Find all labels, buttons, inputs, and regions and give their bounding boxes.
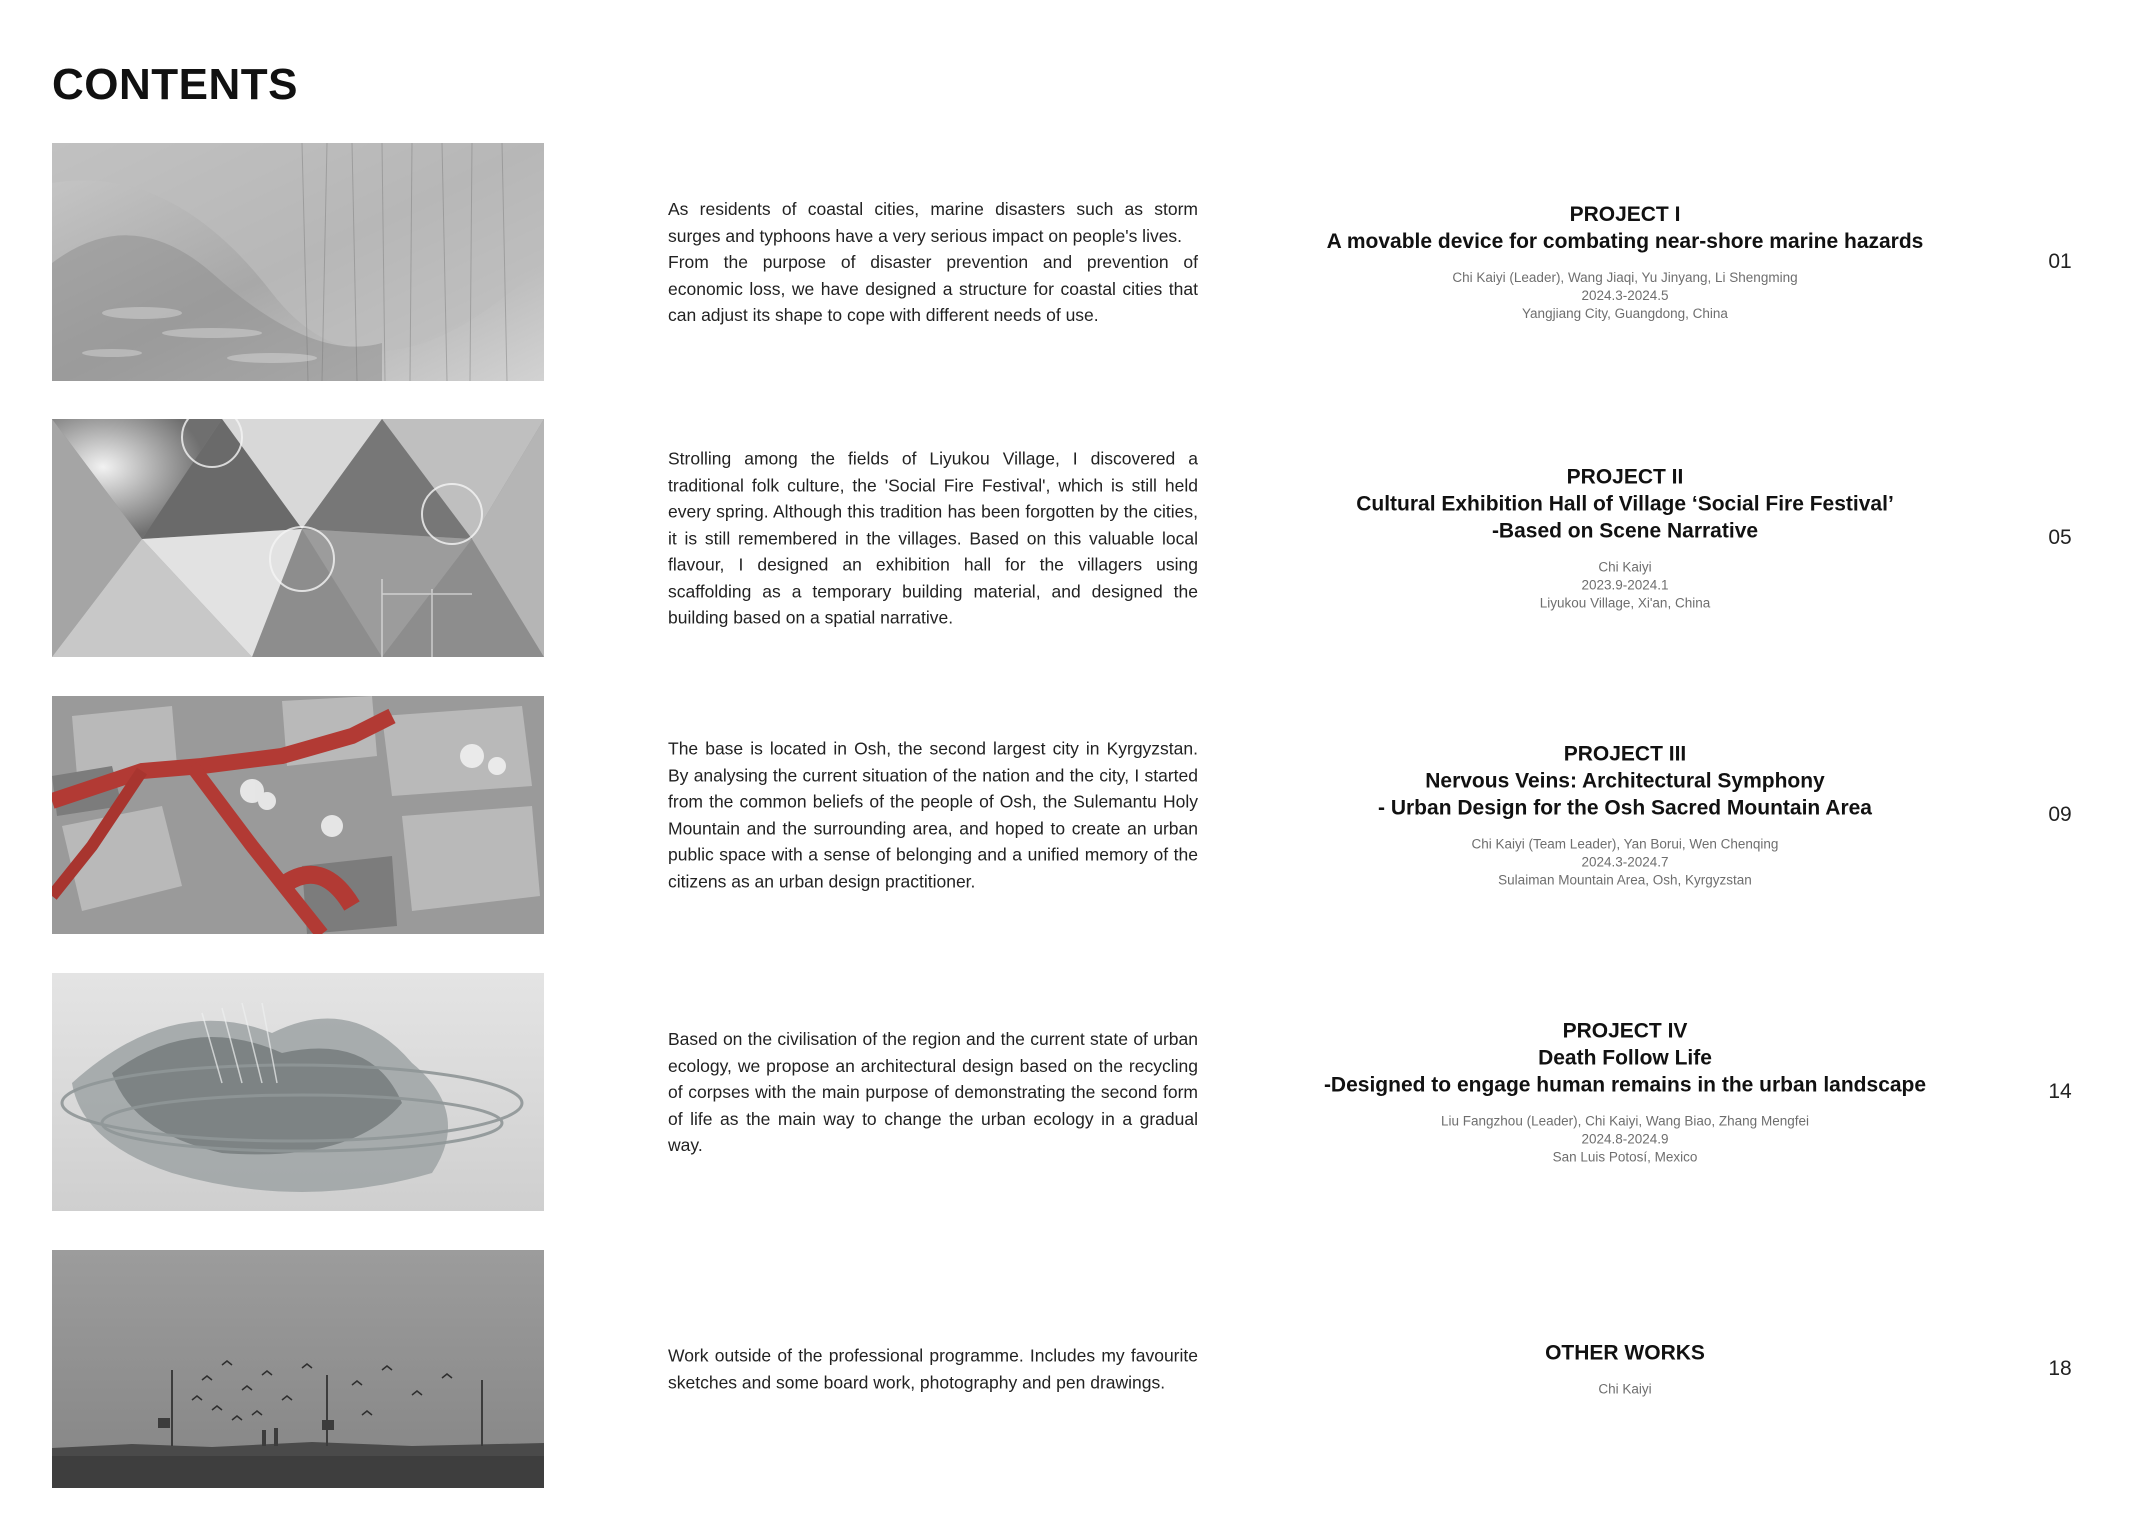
project-info — [1295, 741, 1955, 890]
project-meta — [1295, 269, 1955, 323]
description-paragraph: Based on the civilisation of the region and the current state of urban ecology, we propose an architectural design based on the recycling of corpses with the main purpose of demonstrating the second form of life as the main way to change the urban ecology in a gradual way. — [668, 1028, 1198, 1155]
page-number[interactable]: 09 — [2048, 803, 2072, 826]
project-meta — [1295, 836, 1955, 890]
project-info — [1295, 1340, 1955, 1399]
project-team: Chi Kaiyi (Team Leader), Yan Borui, Wen Chenqing — [1471, 836, 1779, 852]
contents-entry[interactable] — [0, 419, 2150, 657]
project-description — [668, 736, 1198, 895]
project-thumbnail[interactable] — [52, 973, 544, 1211]
page-number[interactable]: 18 — [2048, 1357, 2072, 1380]
project-date: 2024.3-2024.5 — [1581, 288, 1669, 303]
project-location: Liyukou Village, Xi'an, China — [1539, 595, 1711, 611]
project-description — [668, 445, 1198, 631]
contents-entry[interactable] — [0, 696, 2150, 934]
project-team: Chi Kaiyi — [1598, 1381, 1652, 1397]
project-meta — [1295, 1113, 1955, 1167]
project-description — [668, 196, 1198, 329]
description-paragraph: From the purpose of disaster prevention and prevention of economic loss, we have designed a structure for coastal cities that can adjust its shape to cope with different needs of use. — [668, 251, 1198, 325]
page-number[interactable]: 01 — [2048, 250, 2072, 273]
contents-entry[interactable] — [0, 143, 2150, 381]
project-thumbnail[interactable] — [52, 143, 544, 381]
project-info — [1295, 201, 1955, 323]
page-number[interactable]: 14 — [2048, 1080, 2072, 1103]
project-subtitle: -Designed to engage human remains in the urban landscape — [1323, 1073, 1927, 1097]
project-info — [1295, 464, 1955, 613]
project-meta — [1295, 1381, 1955, 1399]
project-label: PROJECT IV — [1562, 1019, 1688, 1043]
project-location: San Luis Potosí, Mexico — [1552, 1149, 1698, 1165]
page-number[interactable]: 05 — [2048, 526, 2072, 549]
project-location: Yangjiang City, Guangdong, China — [1522, 306, 1728, 321]
project-date: 2024.3-2024.7 — [1581, 854, 1669, 870]
project-date: 2023.9-2024.1 — [1581, 577, 1669, 593]
project-info — [1295, 1018, 1955, 1167]
page-title: CONTENTS — [52, 60, 298, 109]
project-description — [668, 1343, 1198, 1396]
project-team: Chi Kaiyi — [1598, 559, 1652, 575]
project-team: Liu Fangzhou (Leader), Chi Kaiyi, Wang Biao, Zhang Mengfei — [1441, 1113, 1809, 1129]
project-label: OTHER WORKS — [1545, 1341, 1705, 1365]
project-thumbnail[interactable] — [52, 1250, 544, 1488]
project-date: 2024.8-2024.9 — [1581, 1131, 1669, 1147]
project-label: PROJECT III — [1563, 742, 1687, 766]
project-location: Sulaiman Mountain Area, Osh, Kyrgyzstan — [1498, 872, 1752, 888]
description-paragraph: As residents of coastal cities, marine disasters such as storm surges and typhoons have a very serious impact on people's lives. — [668, 198, 1198, 246]
project-thumbnail[interactable] — [52, 696, 544, 934]
description-paragraph: Strolling among the fields of Liyukou Village, I discovered a traditional folk culture, the 'Social Fire Festival', which is still held every spring. Although this tradition has been forgotten by the cities, it is still remembered in the villages. Based on this valuable local flavour, I designed an exhibition hall for the villagers using scaffolding as a temporary building material, and designed the building based on a spatial narrative. — [668, 448, 1198, 628]
project-subtitle: -Based on Scene Narrative — [1491, 519, 1759, 543]
project-meta — [1295, 559, 1955, 613]
project-team: Chi Kaiyi (Leader), Wang Jiaqi, Yu Jinyang, Li Shengming — [1452, 270, 1798, 285]
contents-entry[interactable] — [0, 1250, 2150, 1488]
project-thumbnail[interactable] — [52, 419, 544, 657]
description-paragraph: Work outside of the professional programme. Includes my favourite sketches and some board work, photography and pen drawings. — [668, 1345, 1198, 1392]
project-title: Death Follow Life — [1538, 1046, 1712, 1070]
project-label: PROJECT I — [1569, 203, 1681, 226]
description-paragraph: The base is located in Osh, the second largest city in Kyrgyzstan. By analysing the current situation of the nation and the city, I started from the common beliefs of the people of Osh, the Sulemantu Holy Mountain and the surrounding area, and hoped to create an urban public space with a sense of belonging and a unified memory of the citizens as an urban design practitioner. — [668, 738, 1198, 891]
contents-entry[interactable] — [0, 973, 2150, 1211]
project-description — [668, 1026, 1198, 1159]
project-subtitle: - Urban Design for the Osh Sacred Mountain Area — [1378, 796, 1872, 820]
project-title: A movable device for combating near-shore marine hazards — [1326, 230, 1924, 253]
project-title: Cultural Exhibition Hall of Village ‘Social Fire Festival’ — [1356, 492, 1894, 516]
project-label: PROJECT II — [1566, 465, 1684, 489]
project-title: Nervous Veins: Architectural Symphony — [1425, 769, 1825, 793]
